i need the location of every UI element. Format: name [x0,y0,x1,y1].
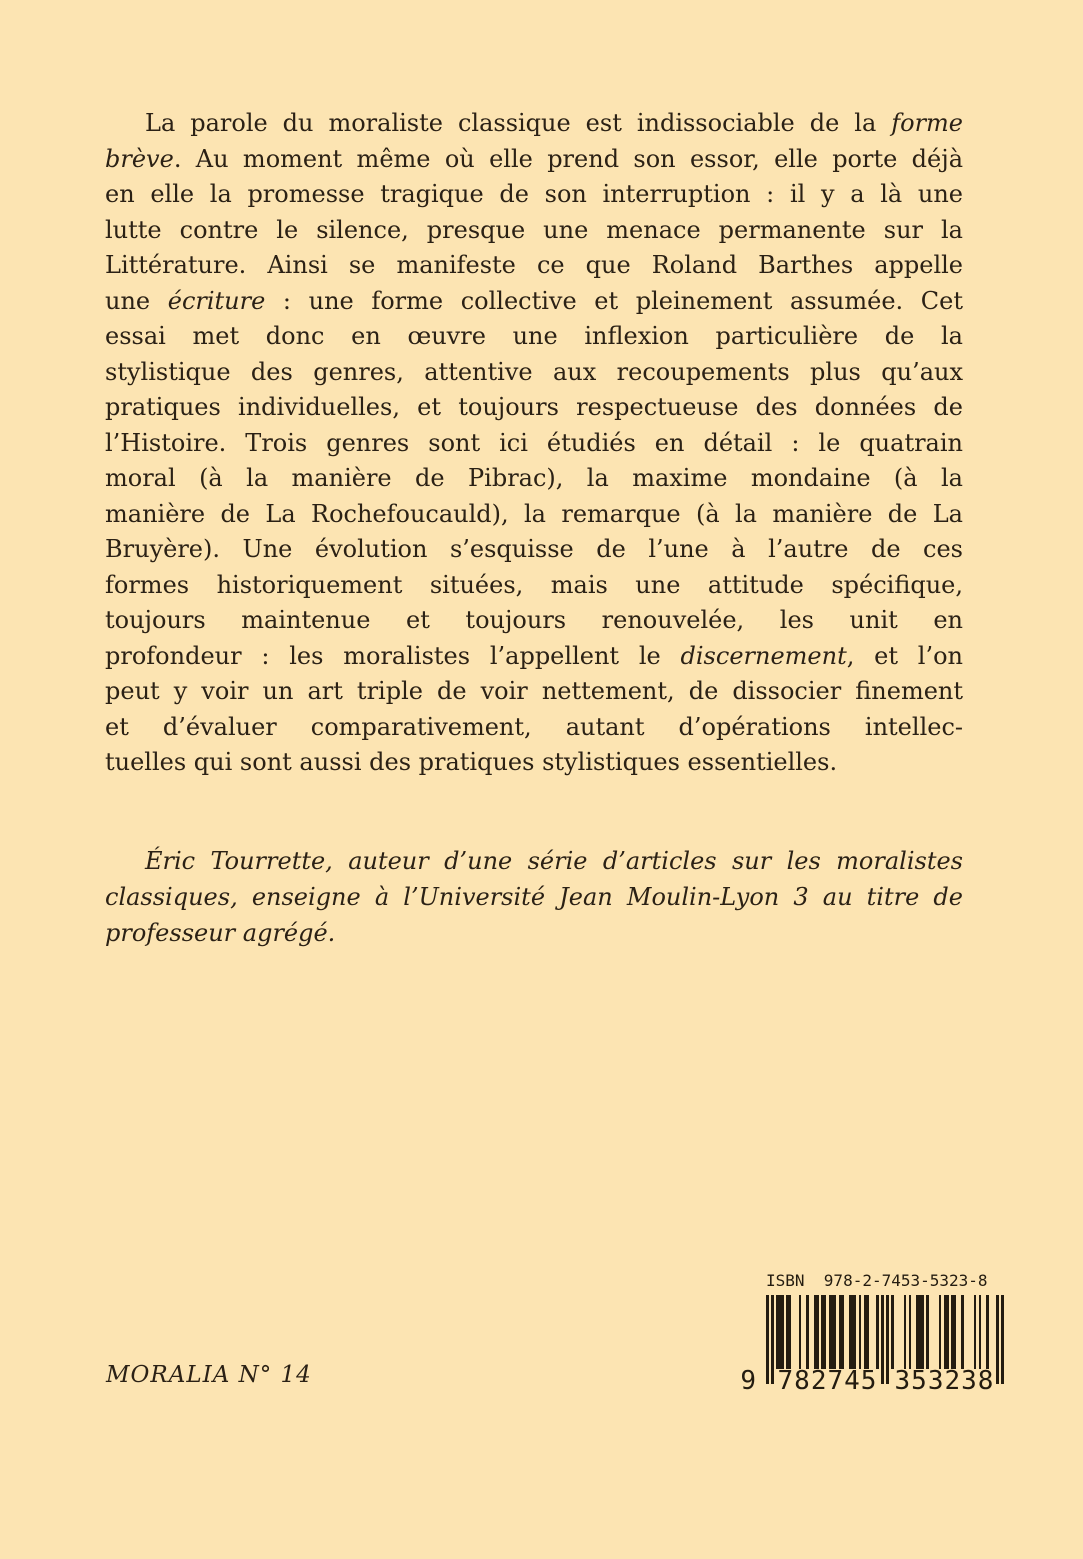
barcode-digits-left: 782745 [777,1366,878,1396]
text-run: essai met donc en œuvre une inflexion particulière de la [105,322,963,350]
text-run: toujours maintenue et toujours renouvelée, les unit en [105,606,963,634]
text-run: peut y voir un art triple de voir nettement, de dissocier finement [105,677,963,705]
text-run: La parole du moraliste classique est indissociable de la [145,109,892,137]
text-line [105,843,963,879]
barcode-bar [926,1295,929,1369]
barcode-bar [881,1295,884,1384]
text-run: classiques, enseigne à l’Université Jean Moulin-Lyon 3 au titre de [105,883,963,911]
barcode-bar [824,1295,827,1369]
barcode-bar [886,1295,889,1384]
text-run: l’Histoire. Trois genres sont ici étudiés en détail : le quatrain [105,428,963,457]
text-line [105,177,963,213]
text-line [105,142,963,178]
text-line [105,355,963,391]
barcode-bar [986,1295,989,1369]
barcode-bar [854,1295,857,1369]
barcode-bar [961,1295,964,1369]
barcode-bar [866,1295,869,1369]
emphasized-text: brève [105,144,174,173]
text-line [105,213,963,249]
barcode-bar [939,1295,942,1369]
text-run: moral (à la manière de Pibrac), la maxime mondaine (à la [105,464,963,492]
barcode-bar [834,1295,837,1369]
text-line [105,248,963,284]
emphasized-text: forme [891,109,963,137]
barcode-bar [766,1295,769,1384]
text-line [105,426,963,462]
text-line [105,461,963,497]
text-line [105,879,963,915]
text-line [105,915,963,951]
text-run: tuelles qui sont aussi des pratiques stylistiques essentielles. [105,748,838,776]
author-bio [105,843,963,951]
text-run: Éric Tourrette, auteur d’une série d’articles sur les moralistes [145,847,963,875]
text-run: pratiques individuelles, et toujours respectueuse des données de [105,393,963,421]
text-run: . Au moment même où elle prend son essor, elle porte déjà [173,144,963,173]
text-run: formes historiquement situées, mais une attitude spécifique, [105,570,963,599]
text-run: manière de La Rochefoucauld), la remarque (à la manière de La [105,499,963,528]
barcode-bar [859,1295,862,1369]
text-line [105,284,963,320]
barcode-bar [806,1295,809,1369]
barcode-bar [904,1295,907,1369]
barcode-bar [891,1295,894,1369]
text-line [105,319,963,355]
text-line [105,568,963,604]
barcode-bar [954,1295,957,1369]
barcode-bar [789,1295,792,1369]
text-run: profondeur : les moralistes l’appellent le [105,641,681,670]
text-line [105,532,963,568]
text-line [105,639,963,675]
barcode-bar [1001,1295,1004,1384]
barcode-bar [841,1295,844,1369]
text-run: lutte contre le silence, presque une menace permanente sur la [105,215,963,244]
text-line [105,745,963,781]
barcode-bar [771,1295,774,1384]
text-run: en elle la promesse tragique de son interruption : il y a là une [105,180,963,208]
barcode-digits-right: 353238 [894,1366,995,1396]
text-run: et d’évaluer comparativement, autant d’opérations intellec- [105,712,963,741]
barcode-bar [781,1295,784,1369]
barcode-bar [816,1295,819,1369]
barcode-bar [799,1295,802,1369]
barcode-bar [909,1295,912,1369]
text-run: Littérature. Ainsi se manifeste ce que Roland Barthes appelle [105,251,963,279]
series-label: MORALIA N° 14 [106,1362,312,1388]
text-line [105,710,963,746]
text-line [105,674,963,710]
barcode-bar [876,1295,879,1369]
barcode [740,1271,1004,1396]
text-line [105,603,963,639]
text-line [105,106,963,142]
text-run: stylistique des genres, attentive aux recoupements plus qu’aux [105,357,963,386]
text-run: professeur agrégé. [105,919,336,947]
text-line [105,497,963,533]
blurb-paragraph [105,106,963,781]
barcode-bar [974,1295,977,1369]
barcode-bar [921,1295,924,1369]
isbn-label: ISBN 978-2-7453-5323-8 [766,1271,988,1290]
barcode-digit-first: 9 [740,1366,756,1396]
text-run: une [105,286,168,315]
barcode-bar [946,1295,949,1369]
text-run: , et l’on [846,641,963,670]
emphasized-text: discernement [680,641,847,670]
text-run: Bruyère). Une évolution s’esquisse de l’une à l’autre de ces [105,535,963,563]
text-run: : une forme collective et pleinement assumée. Cet [265,286,964,315]
barcode-bar [979,1295,982,1369]
emphasized-text: écriture [167,286,266,315]
text-line [105,390,963,426]
